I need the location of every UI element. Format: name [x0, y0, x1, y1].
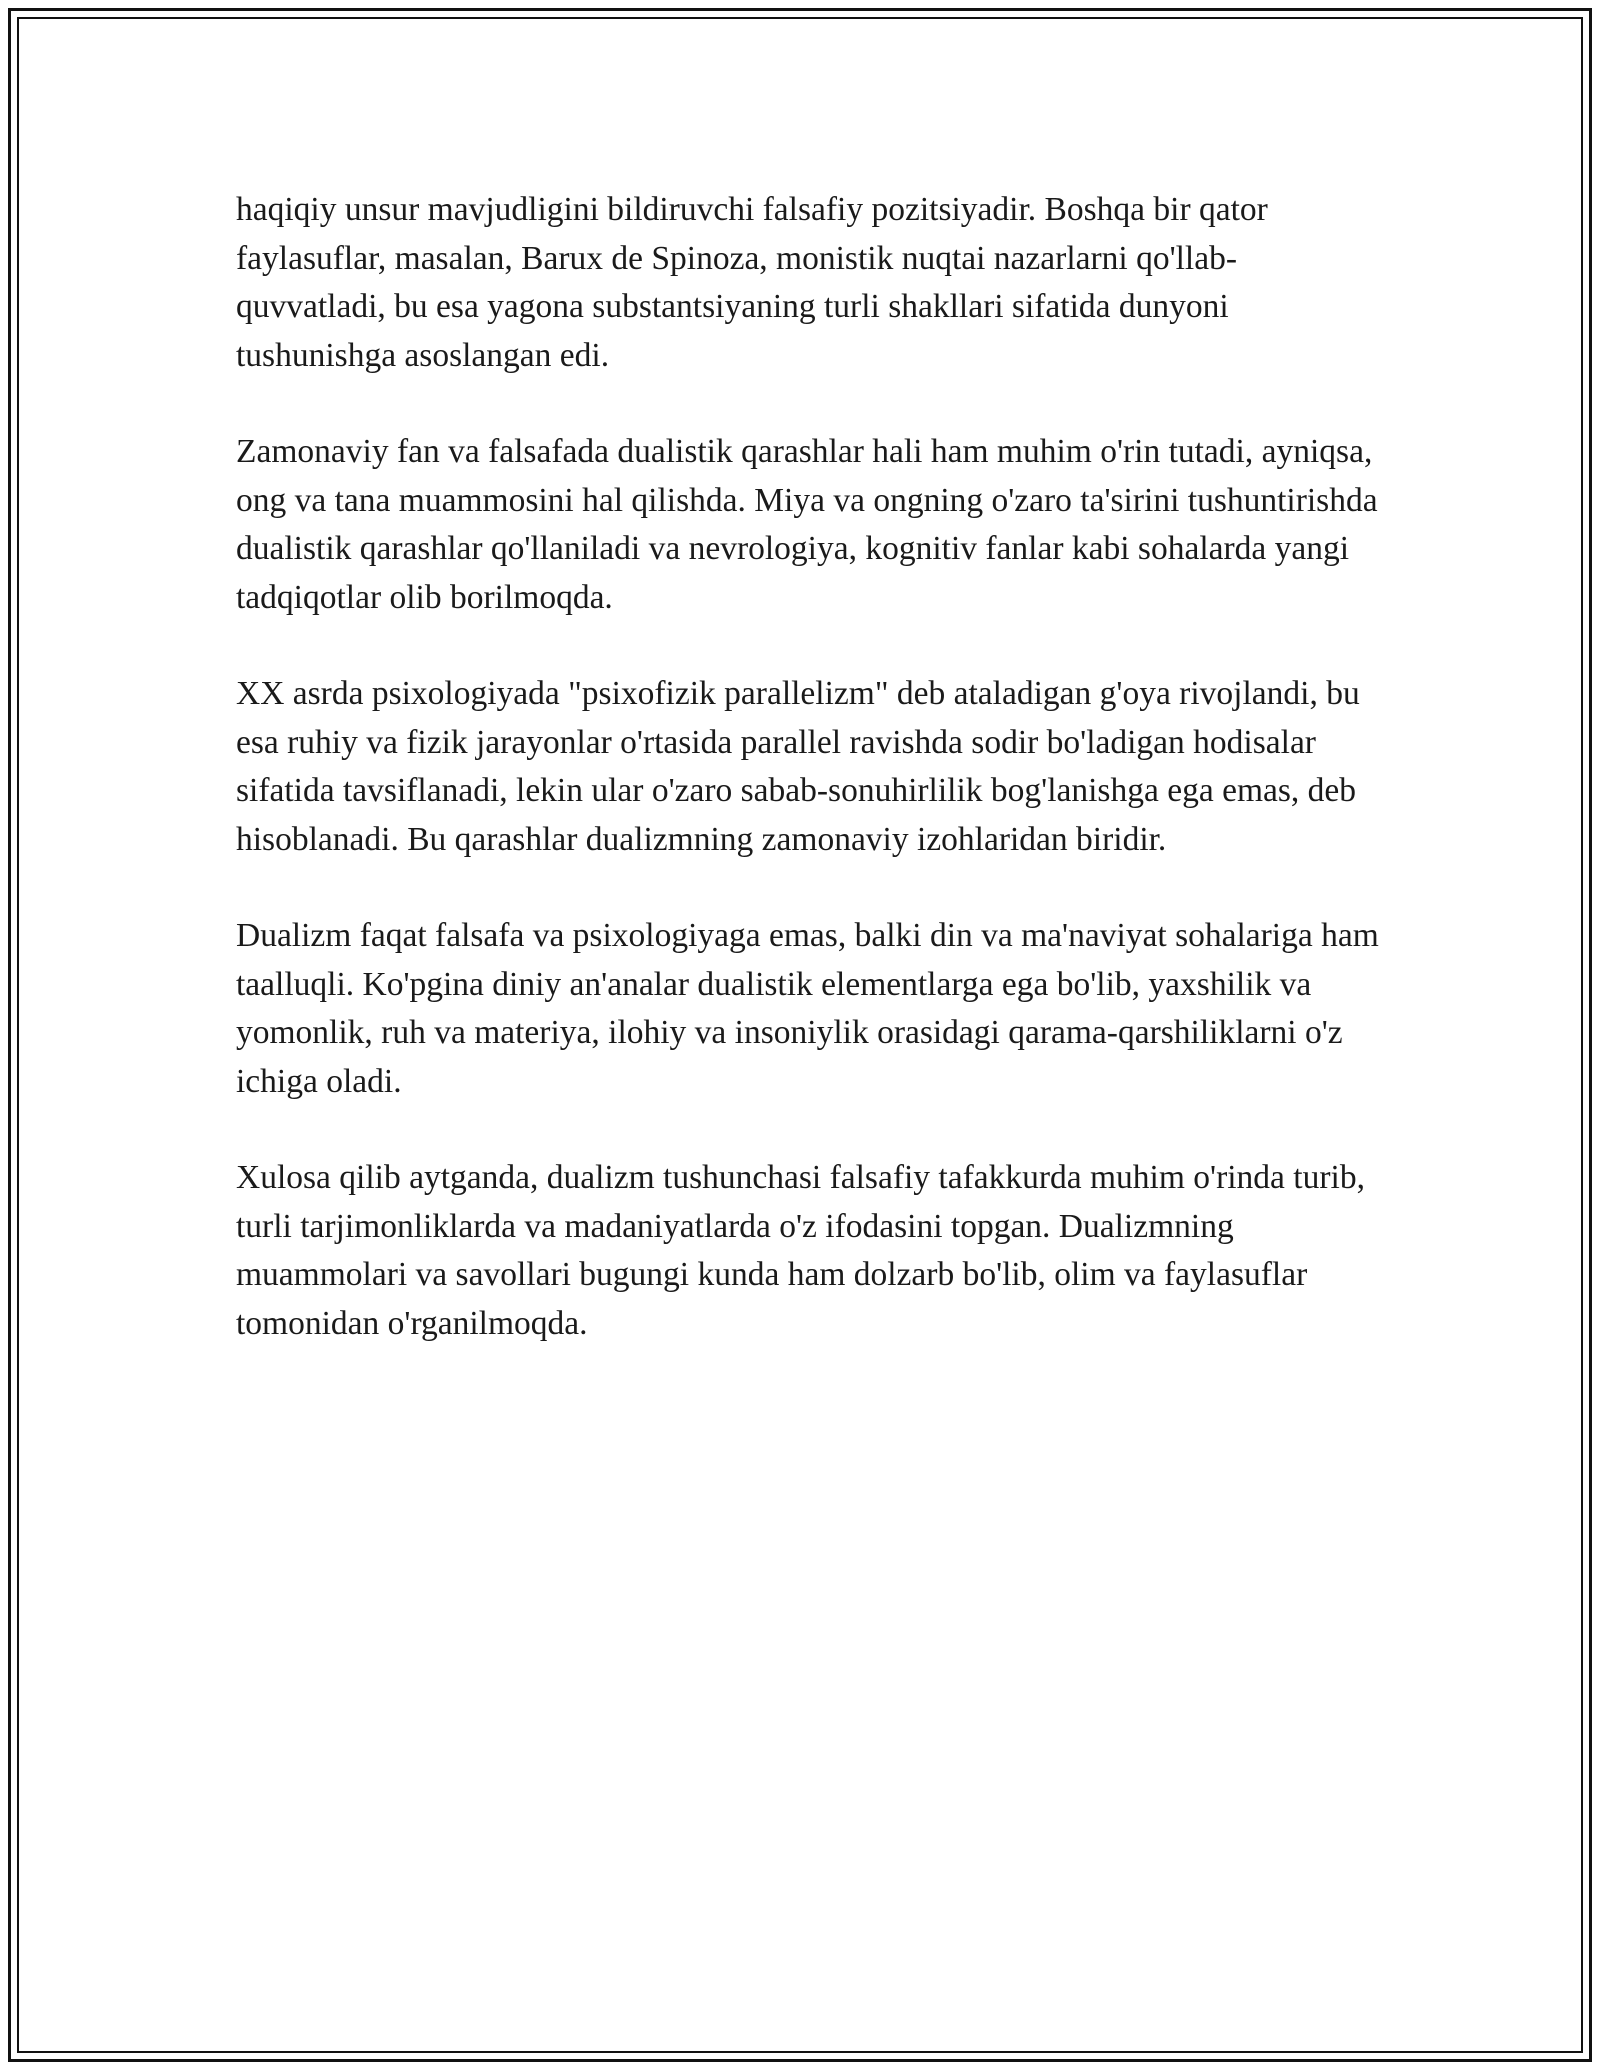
document-body	[236, 186, 1381, 1348]
paragraph-5: Xulosa qilib aytganda, dualizm tushunchasi falsafiy tafakkurda muhim o'rinda turib, turli tarjimonliklarda va madaniyatlarda o'z ifodasini topgan. Dualizmning muammolari va savollari bugungi kunda ham dolzarb bo'lib, olim va faylasuflar tomonidan o'rganilmoqda.	[236, 1159, 1365, 1342]
paragraph-1: haqiqiy unsur mavjudligini bildiruvchi falsafiy pozitsiyadir. Boshqa bir qator faylasuflar, masalan, Barux de Spinoza, monistik nuqtai nazarlarni qo'llab-quvvatladi, bu esa yagona substantsiyaning turli shakllari sifatida dunyoni tushunishga asoslangan edi.	[236, 191, 1268, 374]
paragraph-3: XX asrda psixologiyada "psixofizik parallelizm" deb ataladigan g'oya rivojlandi, bu esa ruhiy va fizik jarayonlar o'rtasida parallel ravishda sodir bo'ladigan hodisalar sifatida tavsiflanadi, lekin ular o'zaro sabab-sonuhirlilik bog'lanishga ega emas, deb hisoblanadi. Bu qarashlar dualizmning zamonaviy izohlaridan biridir.	[236, 675, 1360, 858]
paragraph-4: Dualizm faqat falsafa va psixologiyaga emas, balki din va ma'naviyat sohalariga ham taalluqli. Ko'pgina diniy an'analar dualistik elementlarga ega bo'lib, yaxshilik va yomonlik, ruh va materiya, ilohiy va insoniylik orasidagi qarama-qarshiliklarni o'z ichiga oladi.	[236, 917, 1379, 1100]
paragraph-2: Zamonaviy fan va falsafada dualistik qarashlar hali ham muhim o'rin tutadi, ayniqsa, ong va tana muammosini hal qilishda. Miya va ongning o'zaro ta'sirini tushuntirishda dualistik qarashlar qo'llaniladi va nevrologiya, kognitiv fanlar kabi sohalarda yangi tadqiqotlar olib borilmoqda.	[236, 433, 1378, 616]
